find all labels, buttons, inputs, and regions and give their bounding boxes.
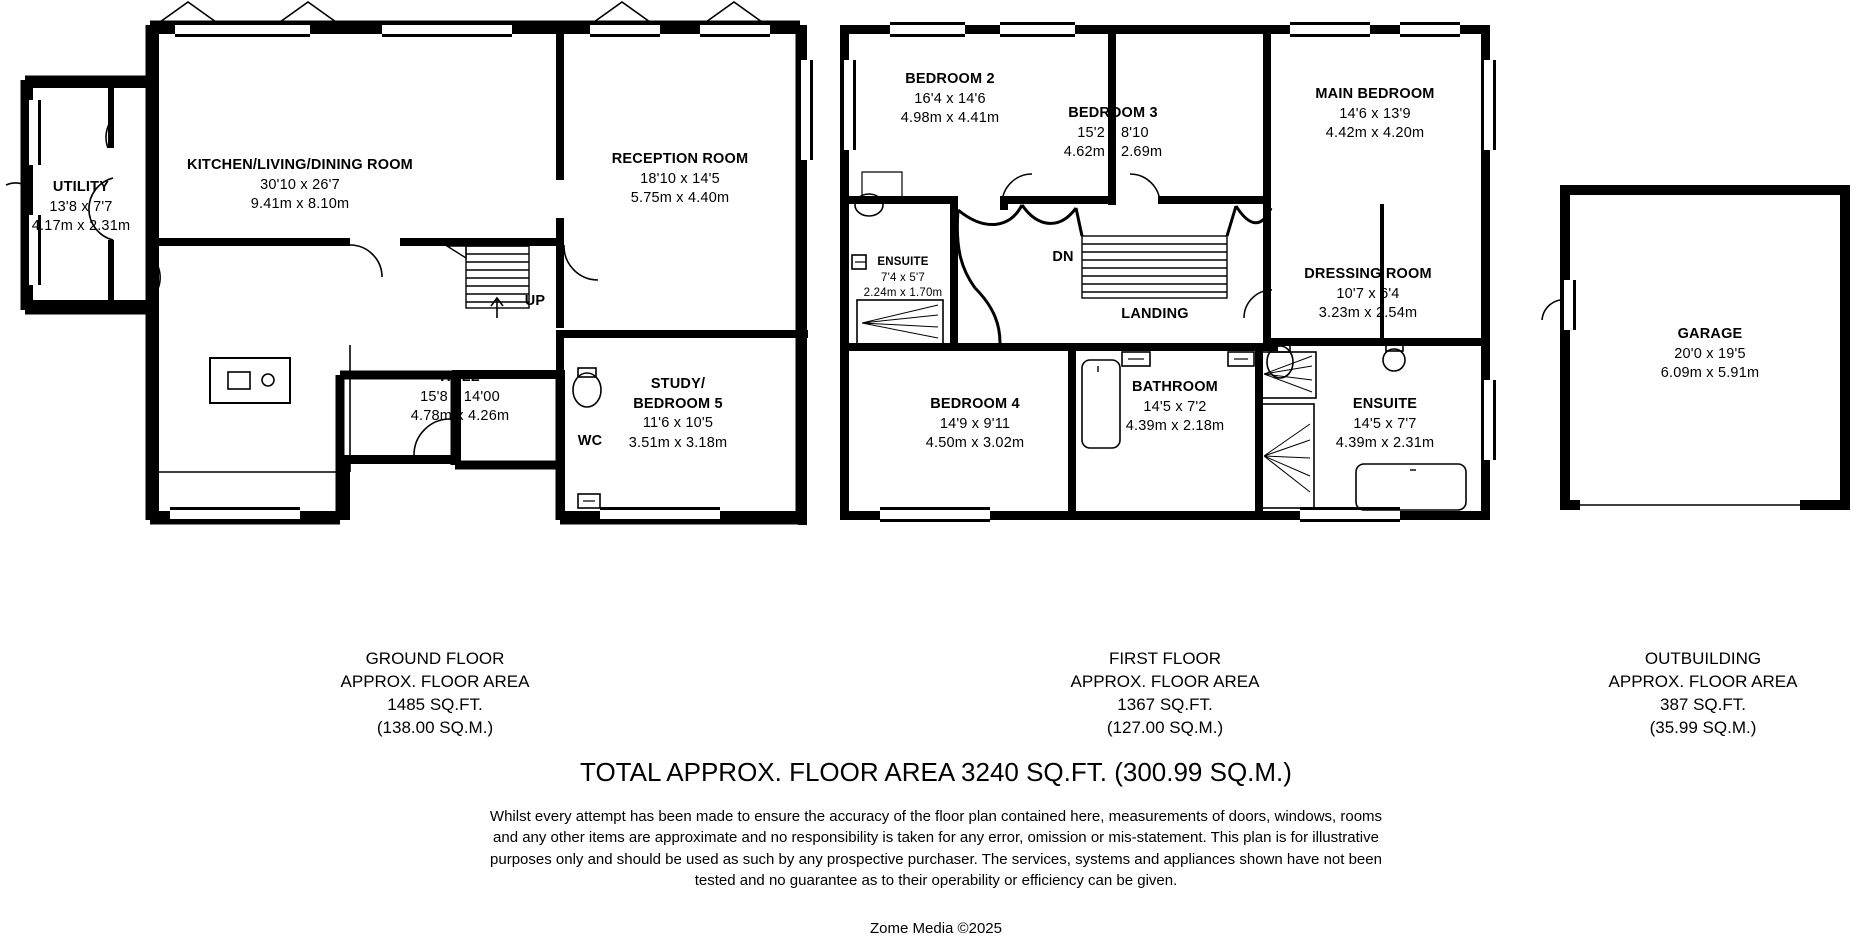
room-label-dressing-room: [1278, 265, 1458, 324]
room-imperial: 18'10 x 14'5: [640, 170, 720, 187]
disclaimer-text: Whilst every attempt has been made to ensure the accuracy of the floor plan contained here, measurements of doors, windows, rooms and any other items are approximate and no responsibility is taken for any error, omission or mis-statement. This plan is for illustrative purposes only and should be used as such by any prospective purchaser. The services, systems and appliances shown have not been tested and no guarantee as to their operability or efficiency can be given.: [489, 808, 1383, 889]
room-label-bedroom-2: [855, 70, 1045, 129]
room-name: BEDROOM 2: [905, 71, 995, 87]
wall-segment: [25, 300, 155, 308]
first-floor-caption: [1015, 648, 1315, 740]
credit-text: Zome Media ©2025: [870, 920, 1002, 937]
window: [600, 507, 720, 522]
room-metric: 4.17m x 2.31m: [31, 218, 131, 235]
window: [1481, 380, 1496, 460]
marker-label: UP: [524, 293, 546, 309]
window: [890, 22, 965, 37]
caption-line: FIRST FLOOR: [1108, 649, 1222, 668]
room-name: RECEPTION ROOM: [611, 151, 749, 167]
room-metric: 4.42m x 4.20m: [1325, 125, 1425, 142]
room-imperial: 14'5 x 7'2: [1143, 398, 1207, 415]
window: [880, 507, 990, 522]
room-name: BEDROOM 3: [1068, 105, 1158, 121]
wall-segment: [1000, 196, 1008, 210]
window: [1561, 280, 1576, 330]
caption-line: (35.99 SQ.M.): [1649, 717, 1757, 737]
window: [1481, 60, 1496, 150]
room-name: ENSUITE: [1352, 396, 1418, 412]
window: [700, 22, 770, 37]
wall-segment: [150, 25, 159, 520]
room-metric: 5.75m x 4.40m: [630, 190, 730, 207]
room-imperial: 16'4 x 14'6: [914, 90, 986, 107]
wall-segment: [341, 455, 350, 520]
caption-line: 1485 SQ.FT.: [387, 694, 483, 714]
room-name: BATHROOM: [1132, 379, 1218, 395]
room-name: BEDROOM 4: [930, 396, 1020, 412]
wall-segment: [1560, 185, 1850, 195]
wall-segment: [958, 343, 1278, 351]
room-name: STUDY/ BEDROOM 5: [633, 376, 723, 412]
room-label-hall: [375, 368, 545, 427]
wall-segment: [1560, 185, 1570, 510]
caption-line: (127.00 SQ.M.): [1106, 717, 1224, 737]
room-metric: 4.98m x 4.41m: [900, 110, 1000, 127]
room-imperial: 14'6 x 13'9: [1339, 105, 1411, 122]
window: [1300, 507, 1400, 522]
room-metric: 9.41m x 8.10m: [250, 196, 350, 213]
room-label-study-bedroom5: [598, 375, 758, 453]
room-name: WC: [577, 433, 603, 449]
window: [1290, 22, 1370, 37]
wall-segment: [1263, 338, 1490, 346]
window: [841, 60, 856, 150]
room-label-kitchen-living-dining: [140, 156, 460, 215]
room-metric: 4.78m x 4.26m: [410, 408, 510, 425]
window: [382, 22, 512, 37]
wall-segment: [1263, 196, 1271, 346]
room-metric: 2.24m x 1.70m: [863, 287, 943, 300]
room-label-wc: [560, 432, 620, 452]
window: [1000, 22, 1075, 37]
window: [175, 22, 310, 37]
wall-segment: [1560, 500, 1580, 510]
room-imperial: 15'2 x 8'10: [1077, 124, 1149, 141]
wall-segment: [556, 330, 808, 338]
room-imperial: 14'5 x 7'7: [1353, 415, 1417, 432]
stair-marker-dn: [1040, 248, 1086, 268]
wall-segment: [341, 455, 461, 464]
wall-segment: [1263, 25, 1271, 205]
caption-line: GROUND FLOOR: [365, 649, 505, 668]
room-label-ensuite-bed2: [838, 255, 968, 302]
room-label-ensuite-main: [1300, 395, 1470, 454]
room-label-bathroom: [1090, 378, 1260, 437]
wall-segment: [1840, 185, 1850, 510]
room-imperial: 10'7 x 6'4: [1336, 285, 1400, 302]
stair-marker-up: [512, 292, 558, 312]
room-imperial: 14'9 x 9'11: [939, 415, 1011, 432]
wall-segment: [848, 196, 958, 204]
room-label-utility: [16, 178, 146, 237]
total-floor-area: TOTAL APPROX. FLOOR AREA 3240 SQ.FT. (300.99 SQ.M.): [580, 757, 1292, 787]
wall-segment: [848, 343, 958, 351]
room-name: LANDING: [1121, 306, 1189, 322]
room-label-reception-room: [560, 150, 800, 209]
room-imperial: 20'0 x 19'5: [1674, 345, 1746, 362]
wall-segment: [400, 238, 560, 246]
window: [798, 60, 813, 160]
room-imperial: 30'10 x 26'7: [260, 176, 340, 193]
room-metric: 3.51m x 3.18m: [628, 434, 728, 451]
room-name: GARAGE: [1677, 326, 1743, 342]
wall-segment: [108, 88, 114, 148]
room-label-garage: [1620, 325, 1800, 384]
caption-line: APPROX. FLOOR AREA: [340, 671, 530, 691]
room-metric: 3.23m x 2.54m: [1318, 305, 1418, 322]
room-name: ENSUITE: [877, 256, 929, 268]
wall-segment: [150, 238, 350, 246]
caption-line: 387 SQ.FT.: [1660, 694, 1746, 714]
room-label-bedroom-3: [1018, 104, 1208, 163]
room-label-bedroom-4: [880, 395, 1070, 454]
room-metric: 6.09m x 5.91m: [1660, 365, 1760, 382]
room-imperial: 13'8 x 7'7: [49, 198, 113, 215]
room-name: KITCHEN/LIVING/DINING ROOM: [187, 157, 413, 173]
room-metric: 4.39m x 2.18m: [1125, 418, 1225, 435]
room-name: MAIN BEDROOM: [1315, 86, 1435, 102]
room-metric: 4.50m x 3.02m: [925, 435, 1025, 452]
wall-segment: [1800, 500, 1850, 510]
room-name: UTILITY: [52, 179, 110, 195]
wall-segment: [1000, 196, 1110, 204]
marker-label: DN: [1052, 249, 1074, 265]
caption-line: OUTBUILDING: [1644, 649, 1762, 668]
window: [170, 507, 300, 522]
room-name: HALL: [440, 369, 480, 385]
room-label-main-bedroom: [1280, 85, 1470, 144]
window: [590, 22, 660, 37]
wall-segment: [556, 505, 564, 520]
caption-line: APPROX. FLOOR AREA: [1070, 671, 1260, 691]
wall-segment: [25, 80, 155, 88]
room-imperial: 15'8 x 14'00: [420, 388, 500, 405]
wall-segment: [1158, 196, 1268, 204]
caption-line: (138.00 SQ.M.): [376, 717, 494, 737]
window: [26, 100, 41, 165]
ground-floor-caption: [285, 648, 585, 740]
room-metric: 4.62m x 2.69m: [1063, 144, 1163, 161]
room-metric: 4.39m x 2.31m: [1335, 435, 1435, 452]
room-imperial: 11'6 x 10'5: [642, 415, 714, 432]
room-name: DRESSING ROOM: [1304, 266, 1432, 282]
room-label-landing: [1080, 305, 1230, 325]
window: [1400, 22, 1460, 37]
caption-line: APPROX. FLOOR AREA: [1608, 671, 1798, 691]
room-imperial: 7'4 x 5'7: [881, 271, 925, 284]
caption-line: 1367 SQ.FT.: [1117, 694, 1213, 714]
outbuilding-caption: [1553, 648, 1853, 740]
wall-segment: [108, 240, 114, 302]
